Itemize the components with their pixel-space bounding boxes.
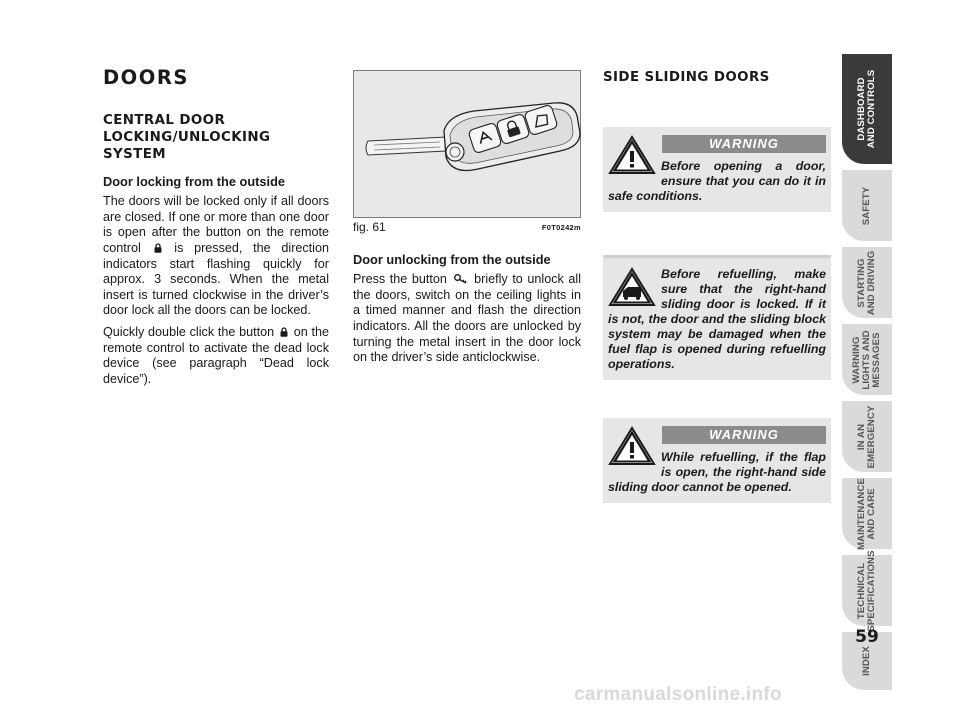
warning-triangle-icon	[608, 426, 656, 466]
section-title-sliding-doors: SIDE SLIDING DOORS	[603, 70, 770, 85]
warning-banner: WARNING	[662, 426, 826, 444]
left-column	[103, 66, 330, 393]
right-column	[603, 70, 831, 503]
figure-caption	[353, 220, 581, 236]
remote-key-illustration	[354, 71, 582, 219]
sub-heading-unlocking: Door unlocking from the outside	[353, 251, 551, 267]
tab-starting-and-driving[interactable]: STARTING AND DRIVING	[842, 247, 892, 318]
figure-code: F0T0242m	[541, 223, 581, 232]
tab-index[interactable]: INDEX	[842, 632, 892, 690]
paragraph-unlocking: Press the button briefly to unlock all the doors, switch on the ceiling lights in a timed manner and flash the direction indicators. All the doors are unlocked by turning the metal insert in the door lock on the driver’s side anticlockwise.	[353, 272, 582, 365]
key-unlock-icon	[454, 274, 468, 284]
paragraph-locking: The doors will be locked only if all doors are closed. If one or more than one door is open after the button on the remote control is pressed, the direction indicators start flashing quickly for approx. 3 seconds. When the metal insert is turned clockwise in the driver’s door lock all the doors can be locked.	[103, 194, 329, 318]
warning-text: While refuelling, if the flap is open, the right-hand side sliding door cannot be opened.	[608, 449, 826, 494]
warning-box-refuelling	[603, 418, 831, 503]
lock-icon	[280, 327, 288, 337]
page-title: DOORS	[103, 66, 189, 89]
lock-icon	[154, 243, 162, 253]
remote-key-figure	[353, 70, 581, 218]
tab-safety[interactable]: SAFETY	[842, 170, 892, 241]
tab-in-an-emergency[interactable]: IN AN EMERGENCY	[842, 401, 892, 472]
sub-heading-locking: Door locking from the outside	[103, 173, 286, 189]
section-tabs	[842, 54, 892, 696]
tab-dashboard-and-controls[interactable]: DASHBOARD AND CONTROLS	[842, 54, 892, 164]
section-title-central-locking: CENTRAL DOOR LOCKING/UNLOCKING SYSTEM	[103, 112, 271, 162]
caution-text: Before refuelling, make sure that the right-hand sliding door is locked. If it is not, the door and the sliding block system may be damaged when the fuel flap is opened during refuelling operations.	[608, 266, 826, 371]
tab-technical-specifications[interactable]: TECHNICAL SPECIFICATIONS	[842, 555, 892, 626]
warning-banner: WARNING	[662, 135, 826, 153]
warning-text: Before opening a door, ensure that you can do it in safe conditions.	[608, 158, 826, 203]
paragraph-dead-lock: Quickly double click the button on the remote control to activate the dead lock device (see paragraph “Dead lock device”).	[103, 324, 330, 386]
watermark: carmanualsonline.info	[574, 684, 782, 705]
tab-maintenance-and-care[interactable]: MAINTENANCE AND CARE	[842, 478, 892, 549]
tab-warning-lights-and-messages[interactable]: WARNING LIGHTS AND MESSAGES	[842, 324, 892, 395]
figure-label: fig. 61	[353, 220, 386, 234]
warning-triangle-icon	[608, 135, 656, 175]
warning-box-opening	[603, 127, 831, 212]
middle-column	[353, 70, 581, 372]
page-number: 59	[855, 627, 879, 647]
vehicle-caution-icon	[608, 267, 656, 307]
caution-box-refuelling	[603, 255, 831, 380]
